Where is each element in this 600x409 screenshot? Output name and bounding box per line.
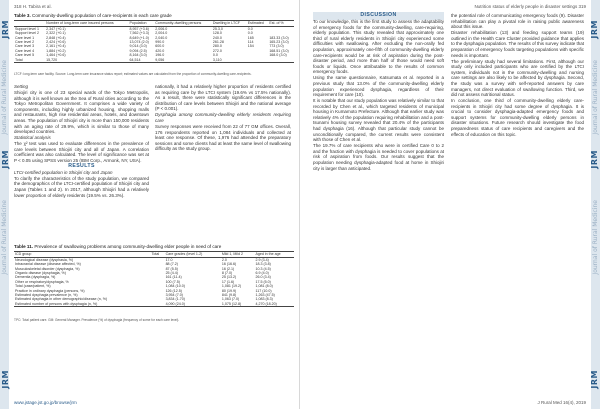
table-cell: Total (case/patient, %): [15, 284, 51, 289]
table-cell: 18.3 (3.8): [255, 262, 271, 267]
journal-name-watermark: Journal of Rural Medicine: [592, 200, 599, 275]
table-cell: [151, 302, 165, 307]
table-cell: 841 (9.8): [221, 292, 237, 297]
table-cell: 8,957 (+3.6): [129, 26, 149, 31]
table-header-cell: Dwelling in LTCF: [212, 21, 247, 27]
journal-logo: JRM: [590, 20, 599, 39]
table-cell: 3,954 (7.0): [165, 292, 183, 297]
table-cell: 165: [247, 35, 254, 40]
journal-logo: JRM: [1, 150, 10, 169]
issue-citation: J Rural Med 16(4), 2019: [537, 400, 586, 405]
table-cell: 117 (10.0): [255, 288, 272, 293]
journal-logo: JRM: [590, 150, 599, 169]
journal-name-watermark: Journal of Rural Medicine: [1, 200, 8, 275]
table-cell: 88 (7.2): [165, 262, 178, 267]
table-cell: 196.0: [155, 53, 165, 58]
discussion-paragraph-1: To our knowledge, this is the first study to assess the adaptability of emergency foods for the community-dwelling, care-requiring, elderly population. This study revealed that approximately one third of rural elderly residents in Shiojiri city experienced some difficulties with swallowing. After excluding the non-orally fed population, approximately one-fifth of community-dwelling elderly care-recipients would be at risk of aspiration during the post-disaster period, and more than half of those would need soft foods or liquids. Once attributable to the results of common emergency foods.: [313, 18, 444, 75]
running-head: Nutrition status of elderly people in disaster settings 319: [474, 4, 586, 9]
journal-logo: JRM: [590, 370, 599, 389]
table-11-caption: Prevalence of swallowing problems among community-dwelling elder people in need of care: [34, 244, 222, 249]
table-cell: 16 (2.1): [221, 266, 235, 271]
table-header-cell: Est. of %: [268, 21, 294, 27]
results-heading: RESULTS: [68, 162, 95, 169]
table-cell: 6.9 (4.0): [255, 271, 269, 276]
table-header-cell: Aged in the age: [254, 252, 294, 258]
setting-paragraph: Shiojiri city is one of 23 special wards of the Tokyo Metropolis, although it is well known as the Sea of Rural cities according to the Tokyo Metropolitan Government. It comprises a wide variety of components, including highly urbanized housing, shopping malls and restaurants, high rise residential areas, hotels, and downtown areas. The population of Shiojiri city is more than 150,000 residents with an aging rate of 29.9%, which is similar to those of many developed countries.: [14, 89, 149, 135]
table-cell: 280.0: [212, 44, 222, 49]
table-cell: 2,161 (+0.4): [46, 44, 66, 49]
table-cell: 0.0: [247, 31, 253, 36]
running-head: 318 H. Tabira et al.: [14, 4, 52, 9]
dysphagia-paragraph: Survey responses were received from 22 of 77 GM offices. Overall, 176 respondents reported on 1,084 individuals and collected at least one response. Of these, 1,976 had attended the preparatory sessions and some clients had at least the same level of swallowing difficulty as the study group.: [155, 123, 291, 152]
right-page: [300, 0, 600, 409]
table-cell: 114: [247, 40, 254, 45]
table-cell: Intracranial disease (disease affected, %): [15, 262, 81, 267]
table-cell: Organic disease (dysphagia, %): [15, 271, 66, 276]
table-cell: 183.33 (3.0): [269, 35, 289, 40]
table-cell: 420.0: [155, 48, 165, 53]
table-11: [14, 251, 294, 307]
table-cell: Care level 4: [15, 48, 35, 53]
table-cell: Care level 3: [15, 44, 35, 49]
table-cell: 4,270 (18.20): [254, 302, 294, 307]
table-cell: 9,056: [154, 57, 212, 62]
table-cell: 261.28: [212, 40, 224, 45]
dysphagia-subheading: Dysphagia among community-dwelling elderly residents requiring care: [155, 112, 291, 123]
table-header-cell: Population: [128, 21, 154, 27]
table-row: [14, 57, 294, 62]
table-cell: 17.5 (5.0): [255, 279, 271, 284]
table-cell: 168.0 (3.0): [269, 53, 287, 58]
table-header-cell: ICD group: [14, 252, 151, 258]
table-cell: 990.0: [155, 40, 165, 45]
table-cell: 165.23 (3.0): [269, 40, 289, 45]
table-11-label: Table 11.: [14, 244, 34, 249]
journal-name-watermark: Journal of Rural Medicine: [1, 60, 8, 135]
table-cell: Estimated number of persons with dysphagia (n, %): [14, 302, 151, 307]
discussion-paragraph-2: Using the same questionnaire, Katsumata et al. reported in a previous study that 13.0% of the community-dwelling elderly population experienced dysphagia, regardless of their requirement for care (10).: [313, 75, 444, 98]
table-cell: 2,004.0: [155, 31, 168, 36]
table-cell: 17 (1.6): [221, 279, 235, 284]
table-cell: 16 (16.6): [221, 262, 237, 267]
table-3-title: [14, 13, 294, 18]
table-cell: 1,083 (8.3): [255, 297, 273, 302]
table-cell: 25 (13.2): [221, 275, 237, 280]
table-3: [14, 20, 294, 63]
left-column-2: [155, 84, 291, 152]
table-cell: 126 (12.5): [165, 288, 182, 293]
table-cell: 9,014 (3.0): [129, 44, 147, 49]
statistical-analysis-paragraph: The χ² test was used to evaluate differences in the prevalence of care levels between Shiojiri city and all of Japan. A correlation coefficient was also calculated. The level of significance was set at P < 0.05 using SPSS version 25 (IBM Corp., Armonk, NY, USA).: [14, 141, 149, 163]
table-cell: 7,562 (+3.3): [129, 31, 149, 36]
table-cell: Care level 1: [15, 35, 35, 40]
table-cell: 1,884 (+0.2): [46, 48, 66, 53]
table-cell: 87 (5.5): [165, 266, 178, 271]
table-cell: Care level 5: [15, 53, 35, 58]
table-cell: Neurological disease (dysphasia, %): [15, 257, 74, 262]
table-cell: 8,164 (3.0): [129, 53, 147, 58]
discussion-paragraph-4: The 19.7% of care recipients who were in certified Care 0 to 2 and the fraction with dysphagia is needed to cover populations at risk of aspiration from foods. Our results suggest that the population needing dysphagia-adapted food at home in Shiojiri city is larger than anticipated.: [313, 143, 444, 171]
table-cell: 1,075 (12.8): [221, 302, 255, 307]
table-header-cell: Number of long-term care insured persons: [45, 21, 128, 27]
table-cell: 2.9 (3.4): [255, 257, 269, 262]
results-paragraph-2: nationally, it had a relatively higher proportion of residents certified as requiring care by the LTCI system (19.6% vs 17.5% nationally). As a result, there were statistically significant differences in the distribution of care levels between Shiojiri and the national average (P < 0.001).: [155, 84, 291, 112]
table-3-caption: Community-dwelling population of care-recipients in each care grade: [32, 13, 172, 18]
results-subheading: LTCI-certified population in Shiojiri city and Japan: [14, 169, 113, 175]
table-cell: 240.0: [212, 35, 222, 40]
setting-subheading: Setting: [14, 84, 29, 89]
table-cell: 3,834 (1.70): [165, 297, 185, 302]
table-cell: 773 (3.0): [269, 44, 284, 49]
right-column-1: [313, 13, 444, 172]
table-cell: 2,848 (+0.4): [46, 35, 66, 40]
table-cell: 272.0: [212, 48, 222, 53]
table-cell: 25.3,0: [212, 26, 223, 31]
table-row: [14, 302, 294, 307]
table-cell: Practice in ordinary dysphagia (persons, %): [15, 288, 85, 293]
table-cell: Care level 2: [15, 40, 35, 45]
table-cell: 3,110: [212, 57, 247, 62]
table-cell: 1,084 (10.0): [165, 284, 185, 289]
statistical-analysis-subheading: Statistical analysis: [14, 135, 51, 141]
table-cell: 600.0: [155, 44, 165, 49]
table-cell: 4,090 (24.0): [165, 302, 221, 307]
results-paragraph: To clarify the characteristics of the study population, we compared the demographics of the LTCI-certified population of Shiojiri city and Japan (Tables 1 and 2). In 2017, although Shiojiri had a relatively lower proportion of elderly residents (19.5% vs. 26.3%).: [14, 175, 149, 198]
table-cell: 8 (7.0): [221, 271, 233, 276]
table-cell: Support level 1: [15, 26, 39, 31]
table-header-cell: Mild 1, Mild 2: [221, 252, 255, 258]
table-cell: [268, 57, 294, 62]
table-cell: 17.0: [165, 257, 173, 262]
table-cell: 168.51 (3.0): [269, 48, 289, 53]
table-cell: 2,322 (+0.1): [46, 31, 66, 36]
table-cell: 80 (19.9): [221, 288, 237, 293]
table-cell: Estimated dysphagia in other demographic/disease (n, %): [15, 297, 108, 302]
right-column-2: [451, 13, 584, 138]
table-header-cell: Estimated: [247, 21, 269, 27]
table-cell: 0.0: [247, 26, 253, 31]
table-3-footnote: LTCF: long-term care facility. Source: Long-term care insurance status report; estimated values are calculated from the proportion of community-dwelling care-recipients.: [14, 72, 252, 76]
table-11-footnote: TPC: Total patient care. GM: General Manager. Prevalence (%) of dysphagia (frequency of some for each care level).: [14, 318, 180, 322]
table-cell: 2,347 (+0.1): [46, 26, 66, 31]
discussion-heading: DISCUSSION: [360, 12, 397, 18]
table-cell: Other or respiratory/dysphagia, %: [15, 279, 69, 284]
limitations-paragraph: The preliminary study had several limitations. First, although our study only included participants who are certified by the LTCI system, individuals not in the community-dwelling and nursing care settings are also likely to be affected by dysphagia. Second, the study was a survey with self-reported answers by care managers, not direct evaluation of swallowing function. Third, we did not assess nutritional status.: [451, 58, 584, 98]
table-cell: Total: [14, 57, 45, 62]
journal-name-watermark: Journal of Rural Medicine: [592, 60, 599, 135]
table-cell: 15,720: [45, 57, 128, 62]
discussion-paragraph-5: the potential role of communicating emergency foods (9). Disaster rehabilitation can play a pivotal role in raising public awareness about this issue.: [451, 13, 584, 30]
table-11-title: [14, 244, 294, 249]
table-cell: 25 (4.4): [165, 271, 178, 276]
discussion-paragraph-6: Disaster rehabilitation (13) and feeding support teams (19) outlined in the Health Care Cluster provided guidance that applies to the dysphagia population. The results of this survey indicate that preparation of emergency foods targeting populations with specific needs is important.: [451, 30, 584, 58]
discussion-paragraph-3: It is notable that our study population was relatively similar to that recorded by Chen et al., which targeted residents of municipal housing in Kumamoto Prefecture. Although that earlier study was relatively 4% of the population requiring rehabilitation and a post-tsunami housing survey revealed that 20.4% of the participants had dysphagia (16). Although that particular study cannot be unconditionally compared, the current results were consistent with those of Chen et al.: [313, 98, 444, 143]
table-cell: 10.3 (4.5): [255, 266, 271, 271]
table-cell: Dementia (dysphagia, %): [15, 275, 56, 280]
table-cell: 2,424 (+0.6): [46, 40, 66, 45]
table-cell: 128.0: [212, 31, 222, 36]
table-cell: 1,063 (7.0): [221, 297, 240, 302]
table-cell: 26.0 (3.4): [255, 275, 271, 280]
table-cell: 2,006.0: [155, 26, 168, 31]
left-column-1: [14, 84, 149, 199]
table-cell: Musculoskeletal disorder (dysphagia, %): [15, 266, 80, 271]
journal-logo: JRM: [1, 20, 10, 39]
table-cell: 2,040.0: [155, 35, 168, 40]
table-cell: 8,649 (+1.0): [129, 35, 149, 40]
table-cell: 1,081 (8.0): [255, 284, 273, 289]
table-cell: 64,514: [128, 57, 154, 62]
table-cell: Estimated dysphagia prevalence (n, %): [15, 292, 78, 297]
table-cell: 13,074 (2.0): [129, 40, 149, 45]
journal-logo: JRM: [1, 370, 10, 389]
table-cell: 161 (11.4): [165, 275, 182, 280]
table-header-cell: Care grades (level 1-2): [165, 252, 221, 258]
table-cell: 1,263 (47.5): [255, 292, 275, 297]
table-cell: 1,464 (+0.6): [46, 53, 66, 58]
table-cell: 9,094 (2.5): [129, 48, 147, 53]
table-header-cell: Total: [151, 252, 165, 258]
table-cell: [247, 57, 269, 62]
table-cell: 1,081 (19.2): [221, 284, 242, 289]
table-cell: 100 (7.5): [165, 279, 180, 284]
table-cell: 0.0: [212, 53, 218, 58]
table-3-label: Table 3.: [14, 13, 31, 18]
table-cell: Support level 2: [15, 31, 39, 36]
conclusion-paragraph: In conclusion, one third of community-dwelling elderly care-recipients in Shiojiri city had some degree of dysphagia. It is crucial to consider dysphagia-adapted emergency foods and support systems for community-dwelling elderly persons in disaster situations. Future research should investigate the food preparedness status of care recipients and caregivers and the effects of education on this topic.: [451, 98, 584, 137]
table-header-cell: Community-dwelling persons: [154, 21, 212, 27]
journal-url[interactable]: www.jstage.jst.go.jp/browse/jrm: [14, 400, 77, 405]
table-cell: 154: [247, 44, 254, 49]
table-cell: 2.0: [221, 257, 227, 262]
